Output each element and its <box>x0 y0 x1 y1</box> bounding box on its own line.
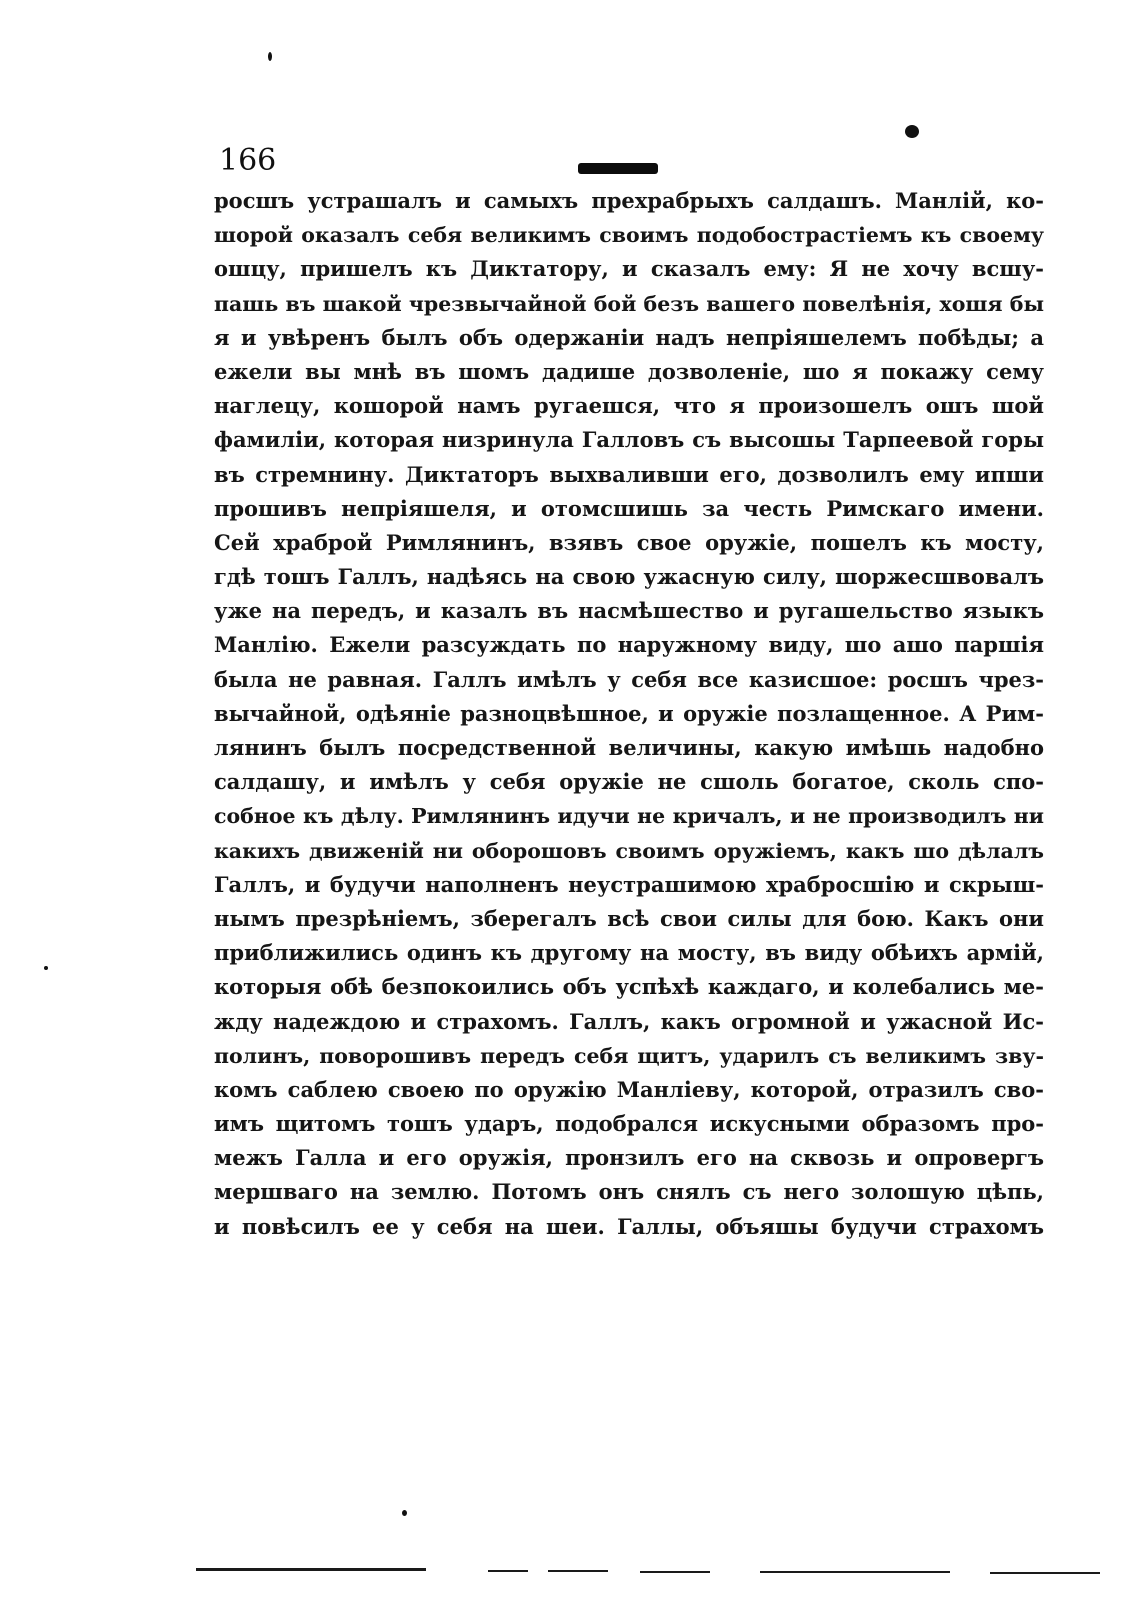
text-line: какихъ движеній ни оборошовъ своимъ оружіемъ, какъ шо дѣлалъ <box>214 838 1044 863</box>
text-line: наглецу, кошорой намъ ругаешся, что я произошелъ ошъ шой <box>214 393 1044 419</box>
text-line: Сей храброй Римлянинъ, взявъ свое оружіе, пошелъ къ мосту, <box>214 529 1044 555</box>
text-line: жду надеждою и страхомъ. Галлъ, какъ огромной и ужасной Ис- <box>214 1008 1044 1034</box>
text-line: салдашу, и имѣлъ у себя оружіе не сшоль богатое, сколь спо- <box>214 769 1044 795</box>
text-line: шорой оказалъ себя великимъ своимъ подобострастіемъ къ своему <box>214 223 1044 248</box>
header-rule <box>578 163 658 174</box>
text-line: лянинъ былъ посредственной величины, какую имѣшь надобно <box>214 735 1044 760</box>
text-line: Манлію. Ежели разсуждать по наружному виду, шо ашо паршія <box>214 632 1044 658</box>
text-line: имъ щитомъ тошъ ударъ, подобрался искусными образомъ про- <box>214 1111 1044 1137</box>
text-line: мершваго на землю. Потомъ онъ снялъ съ него золошую цѣпь, <box>214 1179 1044 1205</box>
text-line: и повѣсилъ ее у себя на шеи. Галлы, объяшы будучи страхомъ <box>214 1213 1044 1239</box>
text-line: была не равная. Галлъ имѣлъ у себя все казисшое: росшъ чрез- <box>214 666 1044 692</box>
text-line: нымъ презрѣніемъ, зберегалъ всѣ свои силы для бою. Какъ они <box>214 905 1044 931</box>
scan-edge-line <box>760 1571 950 1573</box>
text-line: ежели вы мнѣ въ шомъ дадише дозволеніе, шо я покажу сему <box>214 358 1044 384</box>
page-number: 166 <box>219 143 277 178</box>
text-line: я и увѣренъ былъ объ одержаніи надъ непріяшелемъ побѣды; а <box>214 324 1044 350</box>
text-line: межъ Галла и его оружія, пронзилъ его на сквозь и опровергъ <box>214 1145 1044 1171</box>
scan-edge-line <box>990 1572 1100 1574</box>
text-line: пашь въ шакой чрезвычайной бой безъ вашего повелѣнія, хошя бы <box>214 291 1044 316</box>
scan-edge-line <box>196 1568 426 1571</box>
scan-edge-line <box>548 1570 608 1572</box>
text-line: фамиліи, которая низринула Галловъ съ высошы Тарпеевой горы <box>214 427 1044 453</box>
text-line: приближились одинъ къ другому на мосту, въ виду обѣихъ армій, <box>214 940 1044 966</box>
scan-edge-line <box>640 1571 710 1573</box>
text-line: собное къ дѣлу. Римлянинъ идучи не кричалъ, и не производилъ ни <box>214 804 1044 829</box>
text-line: комъ саблею своею по оружію Манліеву, которой, отразилъ сво- <box>214 1076 1044 1102</box>
text-line: ошцу, пришелъ къ Диктатору, и сказалъ ему: Я не хочу всшу- <box>214 256 1044 282</box>
text-line: полинъ, поворошивъ передъ себя щитъ, ударилъ съ великимъ зву- <box>214 1043 1044 1068</box>
text-line: въ стремнину. Диктаторъ выхваливши его, дозволилъ ему ипши <box>214 461 1044 487</box>
body-text <box>214 184 1044 1244</box>
scan-speck <box>402 1510 407 1516</box>
scan-speck <box>905 125 919 138</box>
scan-edge-line <box>488 1570 528 1572</box>
text-line: которыя обѣ безпокоились объ успѣхѣ каждаго, и колебались ме- <box>214 974 1044 1000</box>
text-line: вычайной, одѣяніе разноцвѣшное, и оружіе позлащенное. А Рим- <box>214 700 1044 726</box>
text-line: росшъ устрашалъ и самыхъ прехрабрыхъ салдашъ. Манлій, ко- <box>214 188 1044 213</box>
text-line: гдѣ тошъ Галлъ, надѣясь на свою ужасную силу, шоржесшвовалъ <box>214 564 1044 590</box>
scan-speck <box>44 966 48 970</box>
text-line: прошивъ непріяшеля, и отомсшишь за честь Римскаго имени. <box>214 495 1044 521</box>
text-line: Галлъ, и будучи наполненъ неустрашимою храбросшію и скрыш- <box>214 871 1044 897</box>
scan-speck <box>268 52 272 61</box>
text-line: уже на передъ, и казалъ въ насмѣшество и ругашельство языкъ <box>214 598 1044 624</box>
